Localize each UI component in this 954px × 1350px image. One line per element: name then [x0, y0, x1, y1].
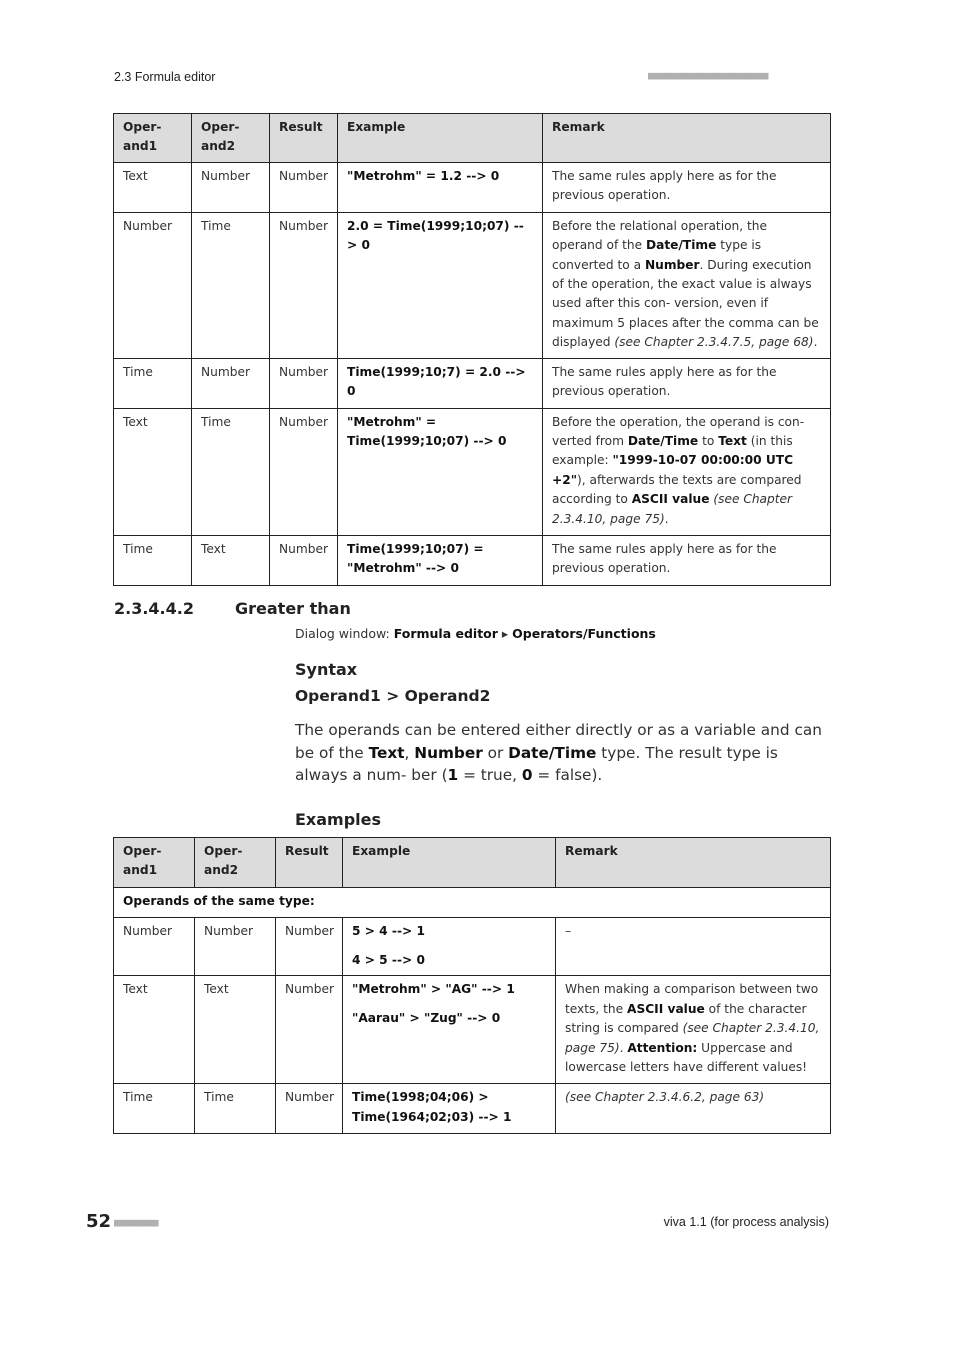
col-header-remark: Remark	[556, 838, 831, 888]
cell-example	[338, 212, 543, 358]
cell-remark: –	[556, 918, 831, 976]
dialog-window-path: Dialog window: Formula editor ▸ Operators/Functions	[295, 626, 656, 641]
col-header-operand1: Oper- and1	[114, 838, 195, 888]
cell-remark: When making a comparison between two texts, the ASCII value of the character string is compared (see Chapter 2.3.4.10, page 75). Attention: Uppercase and lowercase letters have different values!	[556, 976, 831, 1084]
cell-example	[338, 162, 543, 212]
cell-result: Number	[276, 976, 343, 1084]
cell-result: Number	[270, 212, 338, 358]
cell-result: Number	[276, 918, 343, 976]
product-name: viva 1.1 (for process analysis)	[663, 1215, 829, 1229]
examples-heading: Examples	[295, 810, 382, 829]
col-header-example: Example	[338, 114, 543, 163]
cell-remark: The same rules apply here as for the previous operation.	[543, 358, 831, 408]
table-header-row	[114, 838, 831, 888]
comparison-table-greater	[113, 837, 831, 1134]
cell-operand2: Time	[192, 408, 270, 535]
cell-example	[338, 408, 543, 535]
example-expression: 5 > 4 --> 1	[352, 924, 425, 938]
table-row	[114, 358, 831, 408]
syntax-heading: Syntax	[295, 660, 358, 679]
cell-example	[343, 976, 556, 1084]
cell-operand2: Time	[192, 212, 270, 358]
running-header-section: 2.3 Formula editor	[114, 70, 216, 84]
cell-operand2: Number	[192, 358, 270, 408]
example-expression: Time(1999;10;7) = 2.0 --> 0	[347, 364, 526, 399]
cell-operand2: Time	[195, 1084, 276, 1134]
cell-example	[338, 358, 543, 408]
example-expression: "Metrohm" > "AG" --> 1	[352, 982, 515, 997]
cell-operand1: Number	[114, 918, 195, 976]
cell-result: Number	[270, 162, 338, 212]
table-row	[114, 918, 831, 976]
example-expression: Time(1999;10;07) = "Metrohm" --> 0	[347, 541, 484, 576]
cell-operand2: Text	[192, 535, 270, 585]
table-header-row	[114, 114, 831, 163]
cell-operand1: Text	[114, 162, 192, 212]
table-row	[114, 162, 831, 212]
cell-remark: (see Chapter 2.3.4.6.2, page 63)	[556, 1084, 831, 1134]
cell-example	[343, 1084, 556, 1134]
cell-operand1: Time	[114, 358, 192, 408]
cell-operand1: Number	[114, 212, 192, 358]
section-number: 2.3.4.4.2	[114, 599, 194, 618]
example-expression: "Metrohm" = 1.2 --> 0	[347, 168, 500, 183]
cell-result: Number	[270, 408, 338, 535]
section-title: Greater than	[235, 599, 351, 618]
cell-example	[338, 535, 543, 585]
header-dots-decoration: ■■■■■■■■■■■■■■■■■■■■■■	[648, 69, 768, 82]
example-expression: "Metrohm" = Time(1999;10;07) --> 0	[347, 414, 507, 449]
span-label: Operands of the same type:	[114, 888, 831, 918]
example-expression: Time(1998;04;06) > Time(1964;02;03) --> 1	[352, 1090, 512, 1124]
cell-operand2: Text	[195, 976, 276, 1084]
cell-result: Number	[270, 535, 338, 585]
col-header-operand2: Oper- and2	[192, 114, 270, 163]
table-row	[114, 1084, 831, 1134]
description-paragraph: The operands can be entered either directly or as a variable and can be of the Text, Number or Date/Time type. The result type is always a num- ber (1 = true, 0 = false).	[295, 721, 822, 785]
col-header-operand1: Oper- and1	[114, 114, 192, 163]
table-span-row	[114, 888, 831, 918]
cell-operand2: Number	[195, 918, 276, 976]
cell-operand1: Time	[114, 1084, 195, 1134]
col-header-operand2: Oper- and2	[195, 838, 276, 888]
cell-example	[343, 918, 556, 976]
cell-operand1: Text	[114, 976, 195, 1084]
cell-remark: The same rules apply here as for the previous operation.	[543, 162, 831, 212]
cell-remark: The same rules apply here as for the previous operation.	[543, 535, 831, 585]
cell-operand1: Text	[114, 408, 192, 535]
col-header-result: Result	[276, 838, 343, 888]
cell-operand2: Number	[192, 162, 270, 212]
example-expression: 2.0 = Time(1999;10;07) --> 0	[347, 218, 524, 253]
page-number: 52	[86, 1211, 112, 1232]
cell-remark: Before the relational operation, the operand of the Date/Time type is converted to a Number. During execution of the operation, the exact value is always used after this con- version, even if maximum 5 places after the comma can be displayed (see Chapter 2.3.4.7.5, page 68).	[543, 212, 831, 358]
table-row	[114, 976, 831, 1084]
cell-result: Number	[276, 1084, 343, 1134]
comparison-table-equal	[113, 113, 831, 586]
example-expression: 4 > 5 --> 0	[352, 953, 425, 967]
cell-result: Number	[270, 358, 338, 408]
cell-operand1: Time	[114, 535, 192, 585]
table-row	[114, 212, 831, 358]
col-header-result: Result	[270, 114, 338, 163]
footer-dots-decoration: ■■■■■■■■	[114, 1216, 158, 1229]
col-header-example: Example	[343, 838, 556, 888]
table-row	[114, 535, 831, 585]
cell-remark: Before the operation, the operand is con- verted from Date/Time to Text (in this example: "1999-10-07 00:00:00 UTC +2"), afterwards the texts are compared according to ASCII value (see Chapter 2.3.4.10, page 75).	[543, 408, 831, 535]
example-expression: "Aarau" > "Zug" --> 0	[352, 1011, 501, 1026]
syntax-expression: Operand1 > Operand2	[295, 687, 491, 705]
col-header-remark: Remark	[543, 114, 831, 163]
table-row	[114, 408, 831, 535]
